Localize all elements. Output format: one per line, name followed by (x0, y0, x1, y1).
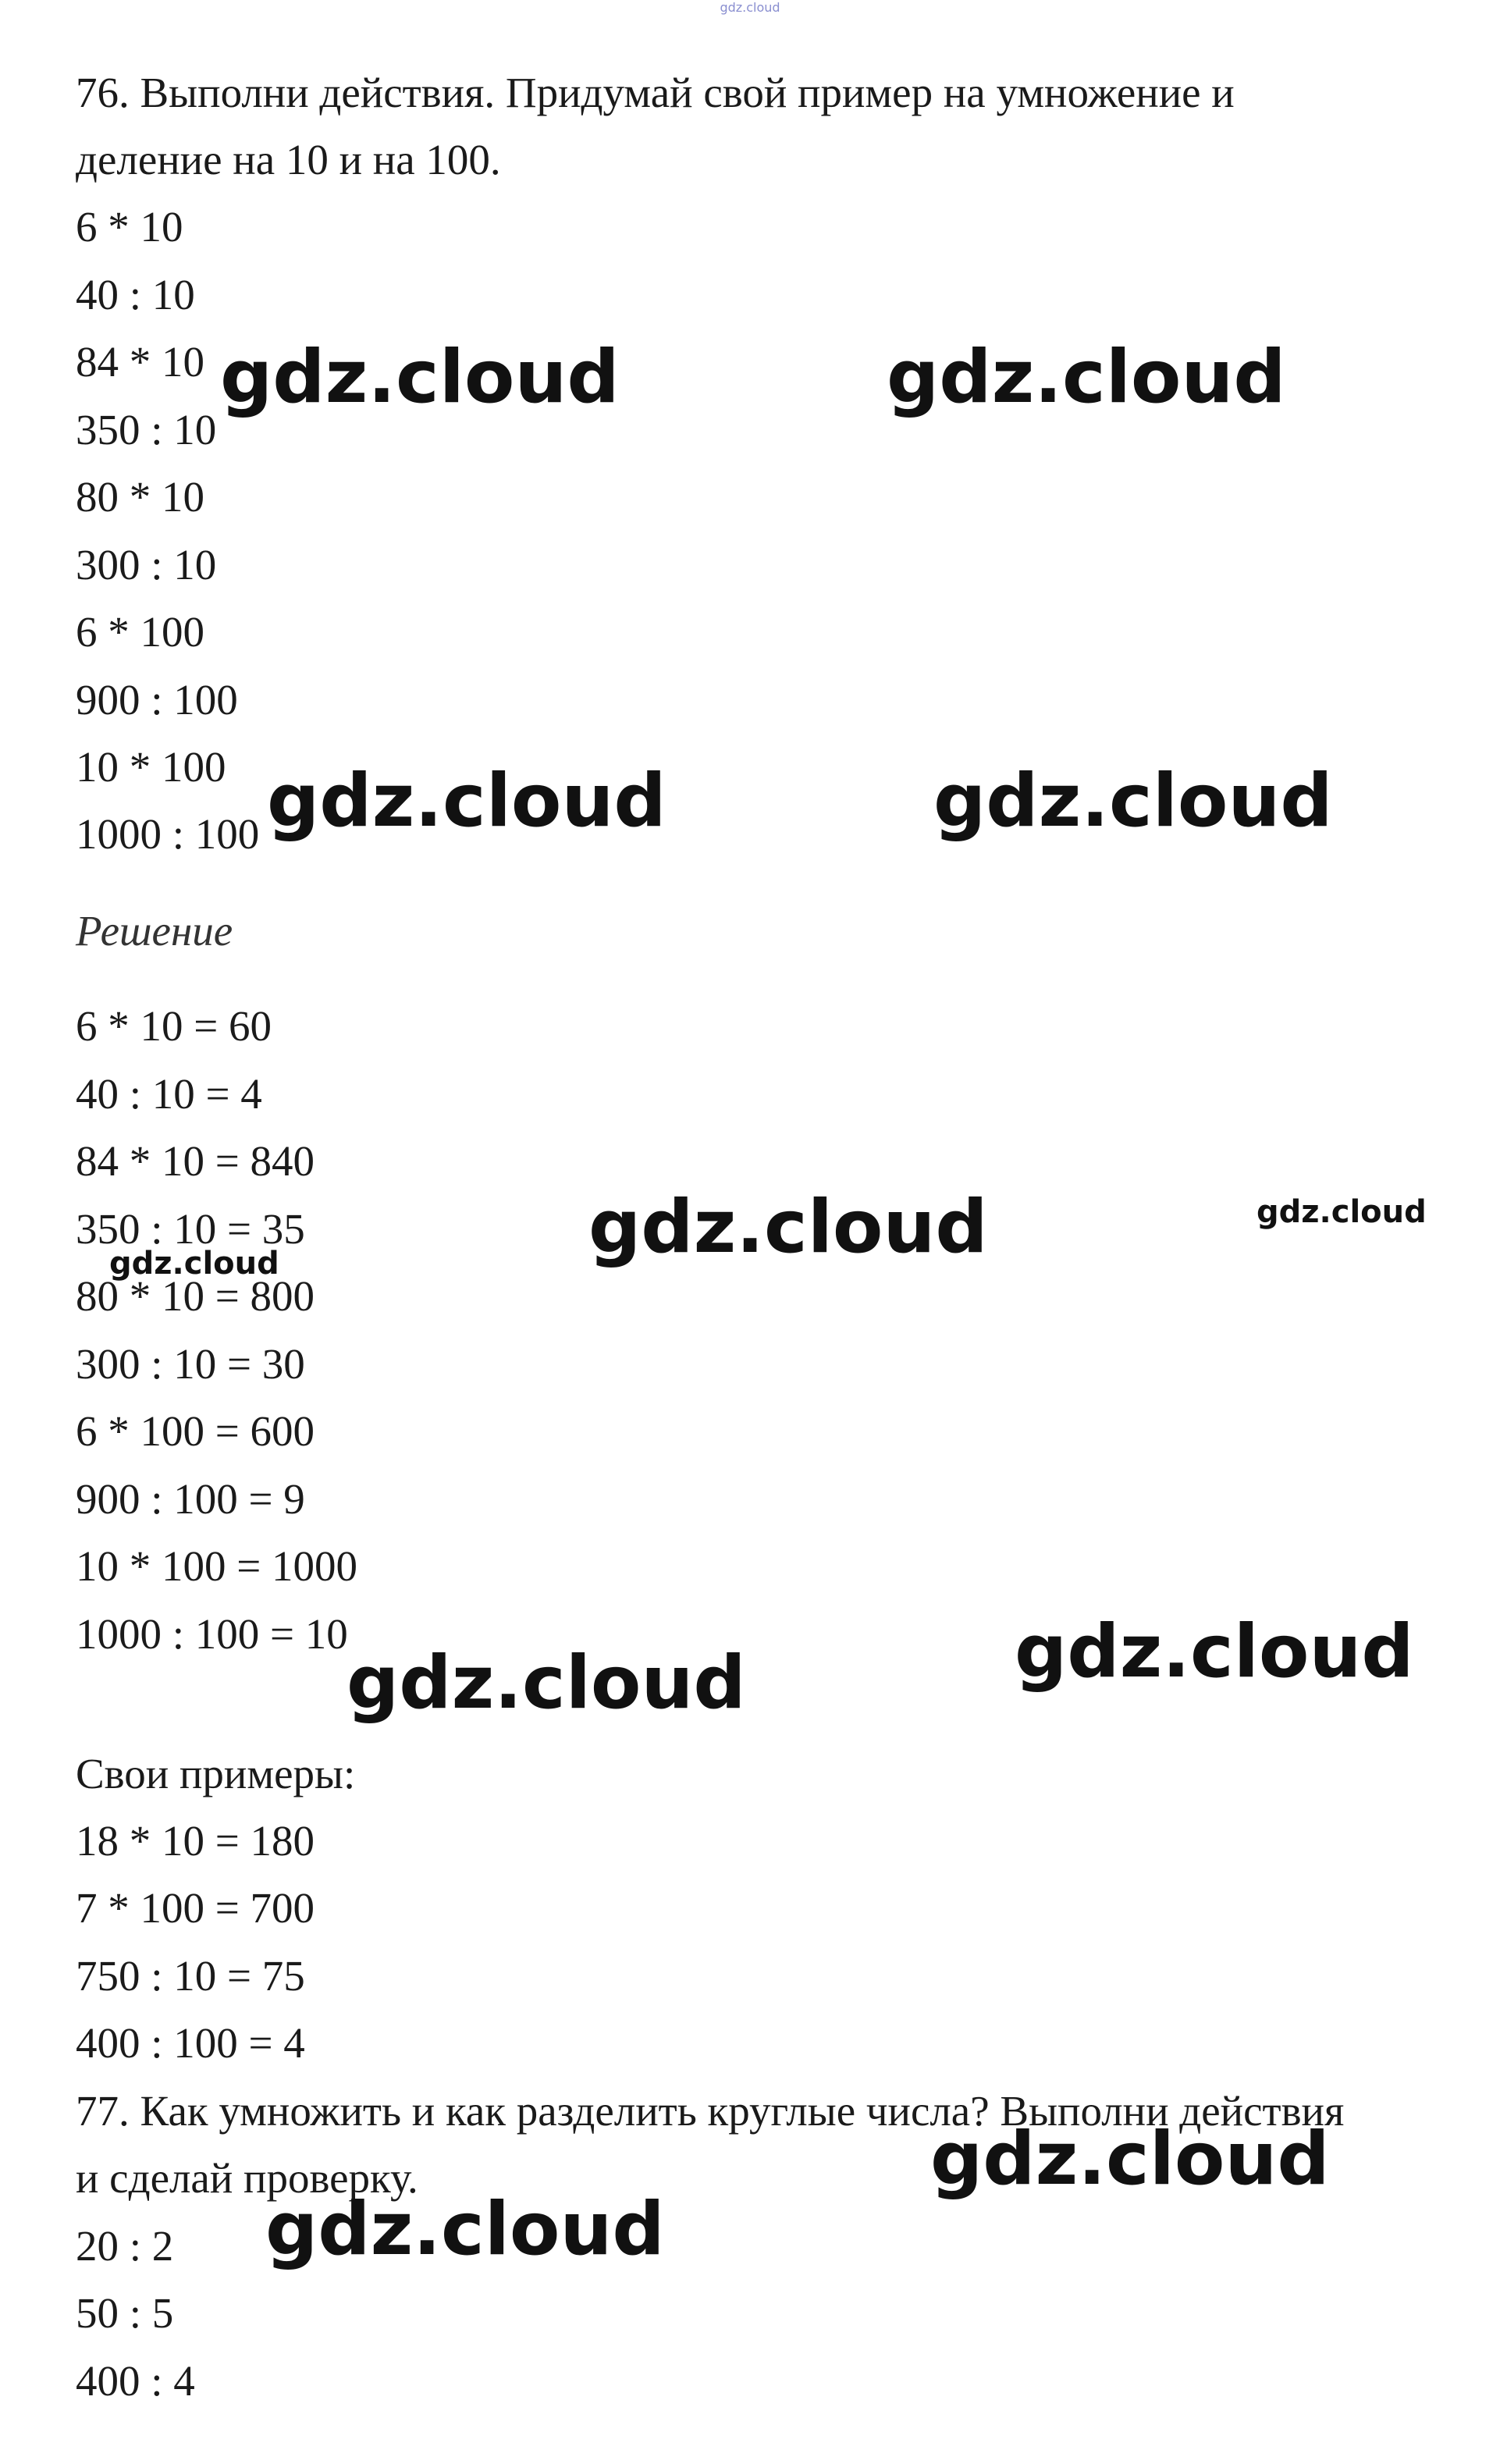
watermark: gdz.cloud (588, 1185, 988, 1270)
header-watermark: gdz.cloud (720, 0, 780, 15)
solution-answer: 40 : 10 = 4 (76, 1070, 262, 1118)
task76-item: 6 * 10 (76, 203, 183, 251)
watermark: gdz.cloud (265, 2187, 665, 2272)
task76-item: 6 * 100 (76, 608, 204, 656)
own-example: 400 : 100 = 4 (76, 2019, 305, 2067)
task76-item: 900 : 100 (76, 676, 238, 724)
solution-answer: 900 : 100 = 9 (76, 1475, 305, 1523)
task76-item: 40 : 10 (76, 271, 195, 318)
watermark: gdz.cloud (347, 1641, 746, 1726)
task76-title-line2: деление на 10 и на 100. (76, 136, 501, 183)
solution-answer: 6 * 10 = 60 (76, 1002, 272, 1050)
watermark: gdz.cloud (220, 335, 620, 420)
task76-item: 84 * 10 (76, 338, 204, 386)
solution-answer: 1000 : 100 = 10 (76, 1610, 348, 1658)
task77-title-line2: и сделай проверку. (76, 2154, 418, 2202)
watermark: gdz.cloud (267, 759, 666, 844)
task76-item: 300 : 10 (76, 541, 217, 588)
own-examples-heading: Свои примеры: (76, 1750, 356, 1797)
task76-title-line1: 76. Выполни действия. Придумай свой пример на умножение и (76, 69, 1235, 116)
task76-item: 1000 : 100 (76, 810, 260, 858)
own-example: 750 : 10 = 75 (76, 1952, 305, 2000)
solution-answer: 350 : 10 = 35 (76, 1205, 305, 1253)
task77-item: 50 : 5 (76, 2289, 174, 2337)
solution-heading: Решение (76, 907, 233, 955)
task76-item: 10 * 100 (76, 743, 226, 791)
watermark: gdz.cloud (933, 759, 1333, 844)
watermark: gdz.cloud (887, 335, 1286, 420)
task76-item: 80 * 10 (76, 473, 204, 521)
own-example: 18 * 10 = 180 (76, 1817, 315, 1865)
solution-answer: 84 * 10 = 840 (76, 1137, 315, 1185)
solution-answer: 10 * 100 = 1000 (76, 1542, 358, 1590)
watermark: gdz.cloud (1015, 1609, 1414, 1694)
solution-answer: 300 : 10 = 30 (76, 1340, 305, 1388)
task77-title-line1: 77. Как умножить и как разделить круглые числа? Выполни действия (76, 2087, 1345, 2135)
solution-answer: 6 * 100 = 600 (76, 1407, 315, 1455)
own-example: 7 * 100 = 700 (76, 1884, 315, 1932)
watermark: gdz.cloud (1257, 1194, 1427, 1230)
task77-item: 400 : 4 (76, 2357, 195, 2405)
watermark: gdz.cloud (930, 2117, 1330, 2202)
solution-answer: 80 * 10 = 800 (76, 1272, 315, 1320)
watermark: gdz.cloud (109, 1246, 279, 1282)
task77-item: 20 : 2 (76, 2222, 174, 2270)
task76-item: 350 : 10 (76, 406, 217, 453)
